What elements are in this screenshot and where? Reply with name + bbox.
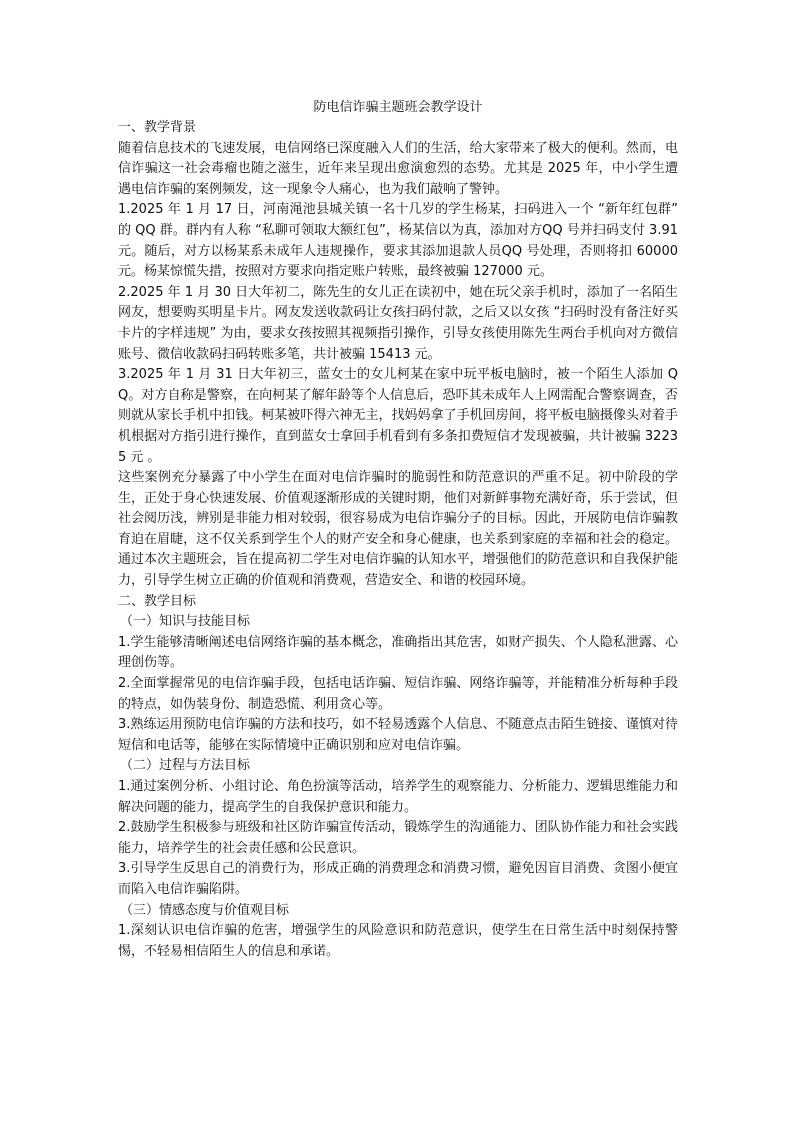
case-2-paragraph: 2.2025 年 1 月 30 日大年初二，陈先生的女儿正在读初中，她在玩父亲手机时，添加了一名陌生网友，想要购买明星卡片。网友发送收款码让女孩扫码付款，之后又以女孩 “扫码时没有备注好买卡片的字样违规” 为由，要求女孩按照其视频指引操作，引导女孩使用陈先生两台手机向对方微信账号、微信收款码扫码转账多笔，共计被骗 15413 元。 <box>118 284 678 362</box>
section-heading-goals: 二、教学目标 <box>118 593 197 609</box>
list-item: 1.深刻认识电信诈骗的危害，增强学生的风险意识和防范意识，使学生在日常生活中时刻保持警惕，不轻易相信陌生人的信息和承诺。 <box>118 923 678 959</box>
section-heading-background: 一、教学背景 <box>118 120 197 135</box>
document-title: 防电信诈骗主题班会教学设计 <box>313 100 483 115</box>
case-3-paragraph: 3.2025 年 1 月 31 日大年初三，蓝女士的女儿柯某在家中玩平板电脑时，被一个陌生人添加 QQ。对方自称是警察，在向柯某了解年龄等个人信息后，恐吓其未成年人上网需配合警察调查，否则就从家长手机中扣钱。柯某被吓得六神无主，找妈妈拿了手机回房间，将平板电脑摄像头对着手机根据对方指引进行操作，直到蓝女士拿回手机看到有多条扣费短信才发现被骗，共计被骗 32235 元 。 <box>118 367 678 465</box>
case-1-paragraph: 1.2025 年 1 月 17 日，河南渑池县城关镇一名十几岁的学生杨某，扫码进入一个 “新年红包群” 的 QQ 群。群内有人称 “私聊可领取大额红包”，杨某信以为真，添加对方QQ 号并扫码支付 3.91 元。随后，对方以杨某系未成年人违规操作，要求其添加退款人员QQ 号处理，否则将扣 60000 元。杨某惊慌失措，按照对方要求向指定账户转账，最终被骗 127000 元。 <box>118 202 678 280</box>
background-intro-paragraph: 随着信息技术的飞速发展，电信网络已深度融入人们的生活，给大家带来了极大的便利。然而，电信诈骗这一社会毒瘤也随之滋生，近年来呈现出愈演愈烈的态势。尤其是 2025 年，中小学生遭遇电信诈骗的案例频发，这一现象令人痛心，也为我们敲响了警钟。 <box>118 140 678 197</box>
list-item: 1.通过案例分析、小组讨论、角色扮演等活动，培养学生的观察能力、分析能力、逻辑思维能力和解决问题的能力，提高学生的自我保护意识和能力。 <box>118 779 678 815</box>
subheading-attitudes-values: （三）情感态度与价值观目标 <box>120 902 290 918</box>
list-item: 3.引导学生反思自己的消费行为，形成正确的消费理念和消费习惯，避免因盲目消费、贪图小便宜而陷入电信诈骗陷阱。 <box>118 861 678 897</box>
list-item: 2.全面掌握常见的电信诈骗手段，包括电话诈骗、短信诈骗、网络诈骗等，并能精准分析每种手段的特点，如伪装身份、制造恐慌、利用贪心等。 <box>118 676 678 712</box>
document-page <box>118 98 678 962</box>
list-item: 3.熟练运用预防电信诈骗的方法和技巧，如不轻易透露个人信息、不随意点击陌生链接、谨慎对待短信和电话等，能够在实际情境中正确识别和应对电信诈骗。 <box>118 717 678 753</box>
subheading-knowledge-skills: （一）知识与技能目标 <box>120 614 251 630</box>
subheading-process-methods: （二）过程与方法目标 <box>120 758 251 774</box>
list-item: 2.鼓励学生积极参与班级和社区防诈骗宣传活动，锻炼学生的沟通能力、团队协作能力和社会实践能力，培养学生的社会责任感和公民意识。 <box>118 820 678 856</box>
list-item: 1.学生能够清晰阐述电信网络诈骗的基本概念，准确指出其危害，如财产损失、个人隐私泄露、心理创伤等。 <box>118 634 678 671</box>
background-summary-paragraph: 这些案例充分暴露了中小学生在面对电信诈骗时的脆弱性和防范意识的严重不足。初中阶段的学生，正处于身心快速发展、价值观逐渐形成的关键时期，他们对新鲜事物充满好奇，乐于尝试，但社会阅历浅，辨别是非能力相对较弱，很容易成为电信诈骗分子的目标。因此，开展防电信诈骗教育迫在眉睫，这不仅关系到学生个人的财产安全和身心健康，也关系到家庭的幸福和社会的稳定。通过本次主题班会，旨在提高初二学生对电信诈骗的认知水平，增强他们的防范意识和自我保护能力，引导学生树立正确的价值观和消费观，营造安全、和谐的校园环境。 <box>118 470 678 589</box>
